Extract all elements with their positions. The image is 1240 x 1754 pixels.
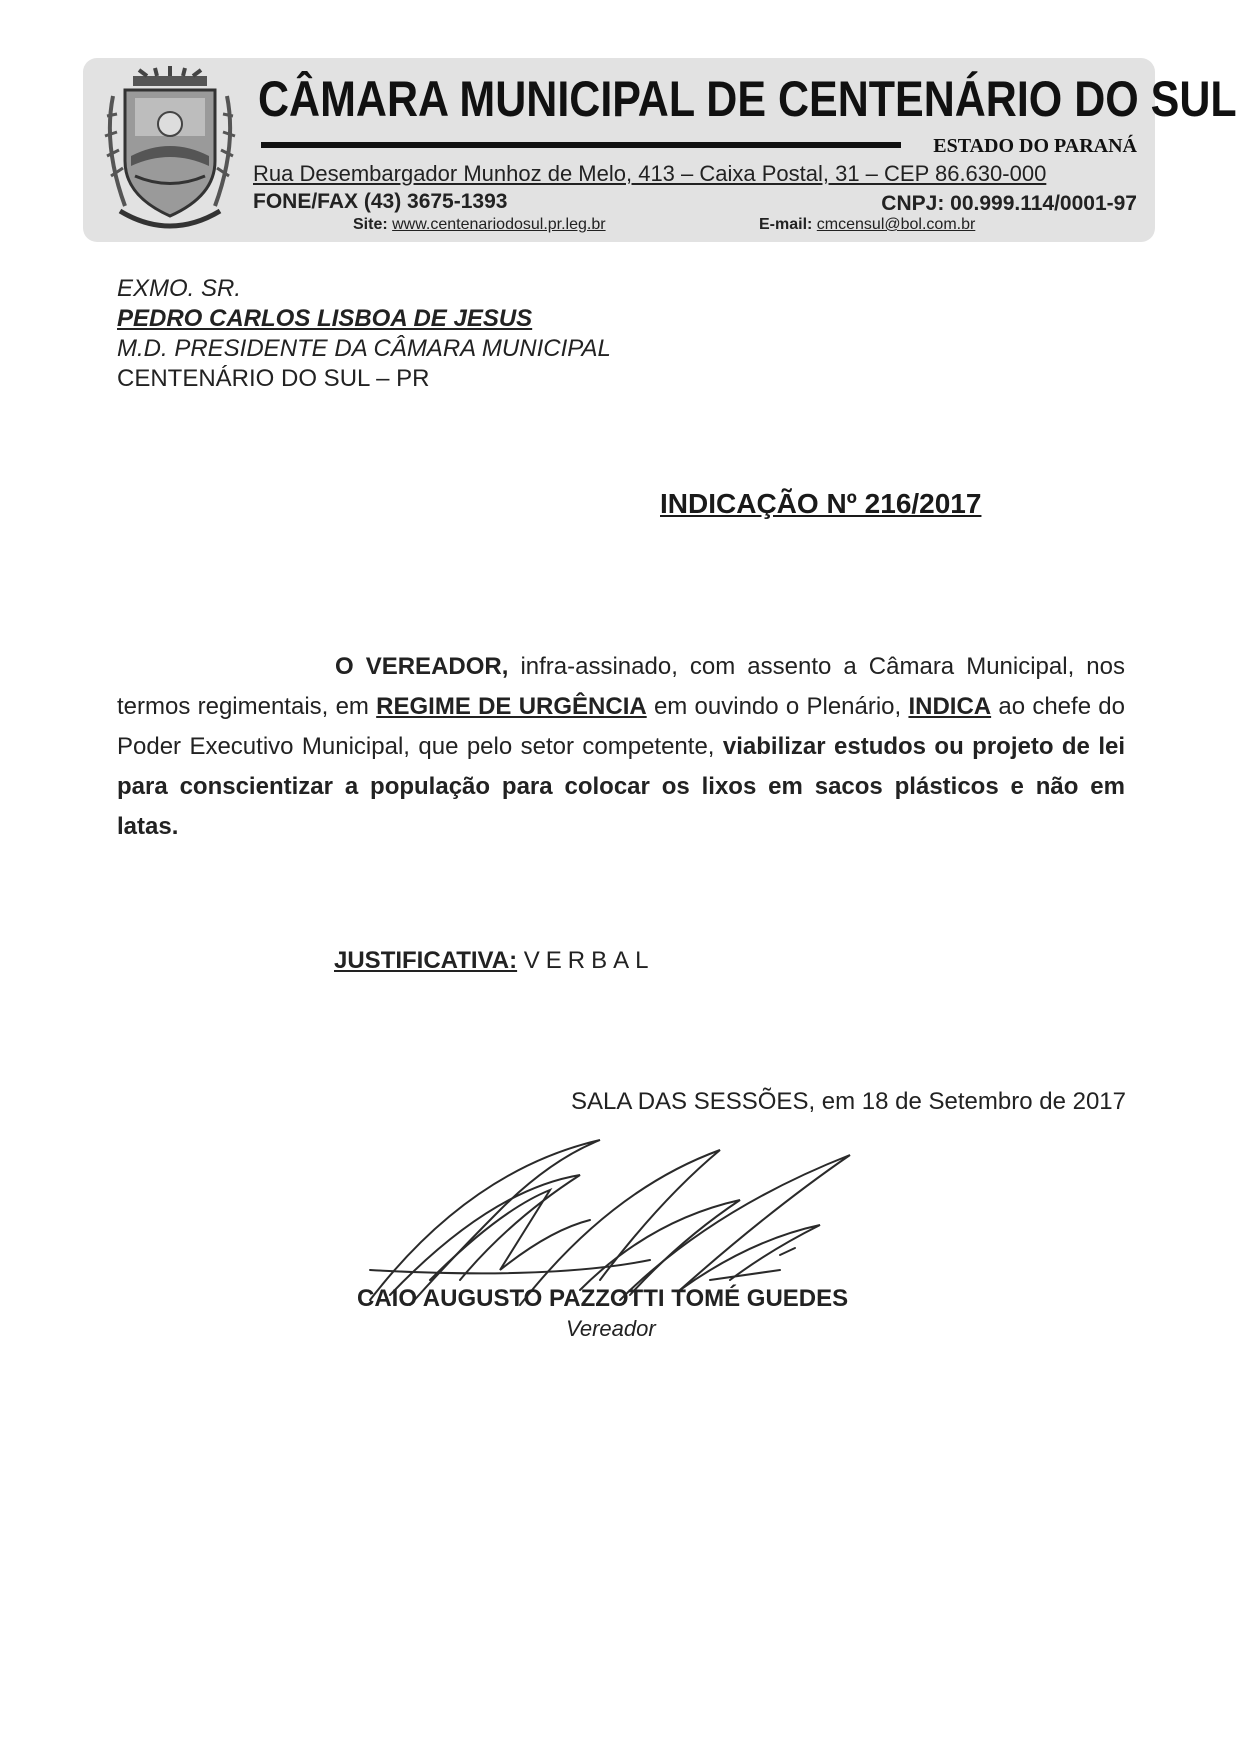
addressee-position: M.D. PRESIDENTE DA CÂMARA MUNICIPAL <box>117 335 611 362</box>
body-subject: O VEREADOR, <box>335 653 509 680</box>
body-request: viabilizar estudos ou projeto de lei para conscientizar a população para colocar os lixos em sacos plásticos e não em latas. <box>117 733 1125 840</box>
session-date: SALA DAS SESSÕES, em 18 de Setembro de 2017 <box>571 1088 1126 1115</box>
chamber-cnpj: CNPJ: 00.999.114/0001-97 <box>881 192 1137 215</box>
site-link[interactable]: www.centenariodosul.pr.leg.br <box>392 216 606 233</box>
addressee-city: CENTENÁRIO DO SUL – PR <box>117 365 430 392</box>
body-text-2: em ouvindo o Plenário, <box>646 693 909 720</box>
letterhead <box>83 58 1237 242</box>
signer-name: CAIO AUGUSTO PAZZOTTI TOMÉ GUEDES <box>357 1285 849 1312</box>
indica-term: INDICA <box>908 693 992 720</box>
title-rule <box>261 142 901 148</box>
body-text-1: infra-assinado, com assento a Câmara Municipal, nos termos regimentais, em <box>117 653 1125 720</box>
body-paragraph <box>117 647 1125 847</box>
justification-label: JUSTIFICATIVA: <box>334 947 518 974</box>
chamber-email <box>759 216 975 234</box>
chamber-address: Rua Desembargador Munhoz de Melo, 413 – Caixa Postal, 31 – CEP 86.630-000 <box>253 161 1047 186</box>
justification <box>334 947 655 975</box>
addressee-name: PEDRO CARLOS LISBOA DE JESUS <box>117 305 533 332</box>
addressee-block <box>117 274 611 394</box>
justification-value: VERBAL <box>523 947 655 974</box>
body-text-3: ao chefe do Poder Executivo Municipal, que pelo setor competente, <box>117 693 1125 760</box>
state-name: ESTADO DO PARANÁ <box>933 135 1137 157</box>
chamber-site <box>353 216 606 234</box>
site-label: Site: <box>353 216 388 233</box>
urgency-term: REGIME DE URGÊNCIA <box>376 693 647 720</box>
email-label: E-mail: <box>759 216 813 233</box>
chamber-title: CÂMARA MUNICIPAL DE CENTENÁRIO DO SUL <box>258 71 1237 127</box>
handwritten-signature <box>350 1130 870 1310</box>
email-link[interactable]: cmcensul@bol.com.br <box>816 216 976 233</box>
chamber-phone: FONE/FAX (43) 3675-1393 <box>253 190 508 213</box>
document-title: INDICAÇÃO Nº 216/2017 <box>660 488 982 519</box>
municipal-crest-icon <box>95 66 245 236</box>
signer-role: Vereador <box>566 1316 656 1341</box>
salutation: EXMO. SR. <box>117 275 242 302</box>
